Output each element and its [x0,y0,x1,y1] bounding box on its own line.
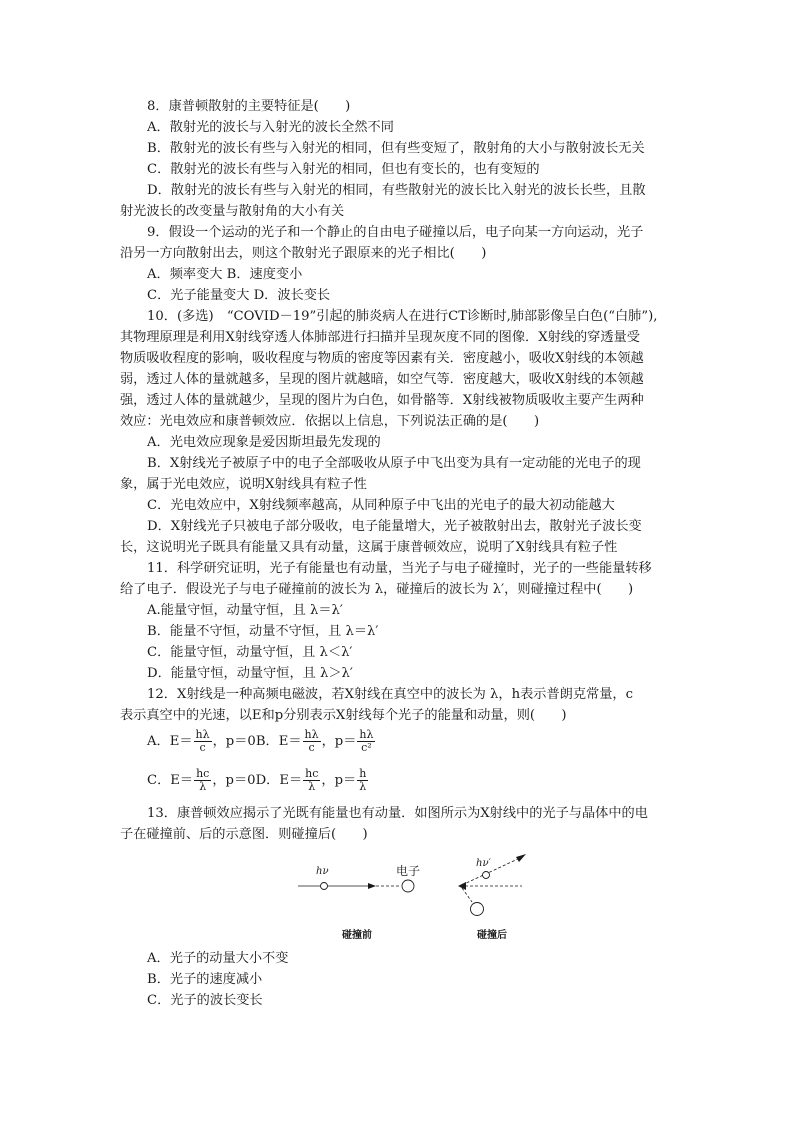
q11-option-d: D．能量守恒，动量守恒，且 λ＞λ′ [147,666,353,681]
electron-label: 电子 [396,864,421,878]
compton-scattering-figure [290,848,530,944]
after-electron-path [462,888,472,902]
numerator: hλ [359,728,374,741]
q10-option-d-cont: 长，这说明光子既具有能量又具有动量，这属于康普顿效应，说明了X射线具有粒子性 [120,540,618,555]
q10-stem-line6: 效应：光电效应和康普顿效应．依据以上信息，下列说法正确的是( ) [120,414,540,429]
q8-option-b: B．散射光的波长有些与入射光的相同，但有些变短了，散射角的大小与散射波长无关 [147,141,645,156]
after-photon-arrow-head [516,854,526,862]
q12-b-mid: ，p＝ [321,734,357,749]
caption-after: 碰撞后 [477,930,507,941]
q10-option-a: A．光电效应现象是爱因斯坦最先发现的 [147,435,381,450]
after-electron [471,903,484,916]
q12-d-mid: ，p＝ [321,773,357,788]
before-photon [321,883,328,890]
q11-option-a: A.能量守恒，动量守恒，且 λ＝λ′ [147,603,343,618]
q11-stem-cont: 给了电子．假设光子与电子碰撞前的波长为 λ，碰撞后的波长为 λ′，则碰撞过程中( ) [120,582,634,597]
q13-option-b: B．光子的速度减小 [147,972,263,987]
numerator: hλ [195,728,210,741]
denominator: c [308,741,315,754]
q12-b-fraction-e [303,729,321,754]
numerator: hλ [304,728,319,741]
denominator: c² [361,741,372,754]
q13-option-c: C．光子的波长变长 [147,993,263,1008]
q10-option-b-cont: 象，属于光电效应，说明X射线具有粒子性 [120,477,367,492]
numerator: hc [305,767,319,780]
q12-options-cd [147,764,369,798]
q10-stem-line2: 其物理原理是利用X射线穿透人体肺部进行扫描并呈现灰度不同的图像．X射线的穿透量受 [120,330,640,345]
q12-d-fraction-p [357,768,368,793]
before-arrow-head [368,883,376,889]
q12-d-fraction-e [303,768,320,793]
q12-options-ab [147,725,376,759]
denominator: λ [359,780,367,793]
numerator: hc [196,767,210,780]
q12-stem: 12．X射线是一种高频电磁波，若X射线在真空中的波长为 λ，h表示普朗克常量，c [147,687,633,702]
q9-options-cd: C．光子能量变大 D．波长变长 [147,288,331,303]
q10-stem: 10．(多选) “COVID－19”引起的肺炎病人在进行CT诊断时,肺部影像呈白色(“白肺”), [147,309,658,324]
q12-b-fraction-p [357,729,375,754]
q9-stem: 9．假设一个运动的光子和一个静止的自由电子碰撞以后，电子向某一方向运动，光子 [147,225,644,240]
q10-stem-line4: 弱，透过人体的量就越多，呈现的图片就越暗，如空气等．密度越大，吸收X射线的本领越 [120,372,644,387]
q8-option-c: C．散射光的波长有些与入射光的相同，但也有变长的，也有变短的 [147,162,540,177]
q13-option-a: A．光子的动量大小不变 [147,951,289,966]
after-collision-point [458,882,466,890]
q8-option-d: D．散射光的波长有些与入射光的相同，有些散射光的波长比入射光的波长长些，且散 [147,183,646,198]
before-photon-label: hν [316,866,329,877]
after-photon [483,872,490,879]
q13-stem-cont: 子在碰撞前、后的示意图．则碰撞后( ) [120,827,368,842]
q8-option-d-cont: 射光波长的改变量与散射角的大小有关 [120,204,345,219]
numerator: h [359,767,367,780]
q13-stem: 13．康普顿效应揭示了光既有能量也有动量．如图所示为X射线中的光子与晶体中的电 [147,806,648,821]
q10-stem-line5: 强，透过人体的量就越少，呈现的图片为白色，如骨骼等．X射线被物质吸收主要产生两种 [120,393,644,408]
q12-d-label: D．E＝ [255,773,303,788]
after-photon-path [462,858,520,885]
denominator: λ [199,780,207,793]
q9-options-ab: A．频率变大 B．速度变小 [147,267,303,282]
q12-a-rest: ，p＝0 [212,734,256,749]
q12-c-fraction [194,768,211,793]
q12-b-label: B．E＝ [255,734,302,749]
q11-stem: 11．科学研究证明，光子有能量也有动量，当光子与电子碰撞时，光子的一些能量转移 [147,561,652,576]
q9-stem-cont: 沿另一方向散射出去，则这个散射光子跟原来的光子相比( ) [120,246,487,261]
q10-option-c: C．光电效应中，X射线频率越高，从同种原子中飞出的光电子的最大初动能越大 [147,498,615,513]
q8-stem: 8．康普顿散射的主要特征是( ) [147,99,351,114]
q11-option-c: C．能量守恒，动量守恒，且 λ＜λ′ [147,645,353,660]
q12-a-label: A．E＝ [147,734,193,749]
q12-a-fraction [194,729,212,754]
after-photon-label: hν′ [476,858,491,869]
q8-option-a: A．散射光的波长与入射光的波长全然不同 [147,120,394,135]
q11-option-b: B．能量不守恒，动量不守恒，且 λ＝λ′ [147,624,379,639]
denominator: c [199,741,206,754]
denominator: λ [308,780,316,793]
q12-c-label: C．E＝ [147,773,194,788]
q10-option-b: B．X射线光子被原子中的电子全部吸收从原子中飞出变为具有一定动能的光电子的现 [147,456,641,471]
caption-before: 碰撞前 [342,930,372,941]
q12-c-rest: ，p＝0 [212,773,256,788]
q10-stem-line3: 物质吸收程度的影响，吸收程度与物质的密度等因素有关．密度越小，吸收X射线的本领越 [120,351,644,366]
q12-stem-cont: 表示真空中的光速，以E和p分别表示X射线每个光子的能量和动量，则( ) [120,708,567,723]
before-electron [402,880,414,892]
q10-option-d: D．X射线光子只被电子部分吸收，电子能量增大，光子被散射出去，散射光子波长变 [147,519,642,534]
